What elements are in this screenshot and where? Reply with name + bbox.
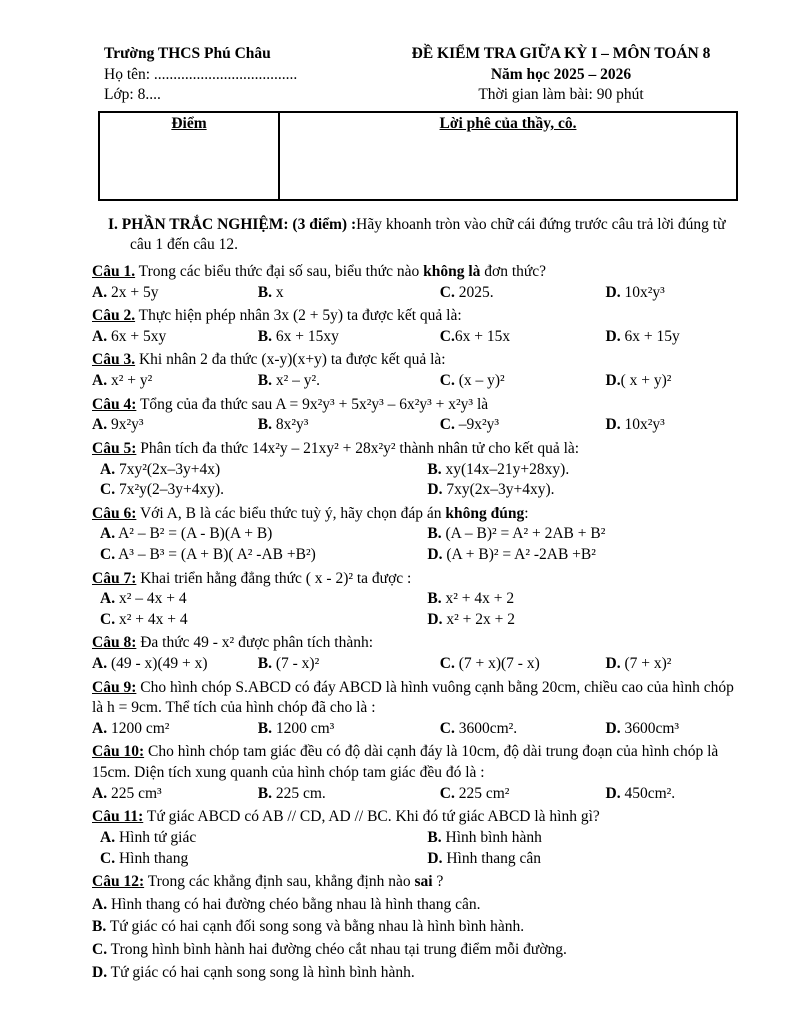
option-label: D. (605, 784, 621, 802)
option-c (440, 784, 606, 805)
question-label: Câu 8: (92, 634, 137, 652)
option-label: C. (100, 610, 116, 628)
option-text: xy(14x–21y+28xy). (441, 460, 570, 478)
option-a (92, 327, 258, 348)
question-text-segment: Thực hiện phép nhân 3x (2 + 5y) ta được kết quả là: (135, 307, 462, 325)
option-label: C. (439, 372, 455, 390)
option-label: C. (439, 416, 455, 434)
option-text: 7xy(2x–3y+4xy). (442, 481, 555, 499)
teacher-remark-cell (279, 112, 737, 200)
option-text: A² – B² = (A - B)(A + B) (115, 525, 273, 543)
question-label: Câu 11: (92, 808, 144, 826)
options (92, 719, 742, 740)
option-a (92, 719, 258, 740)
option-d (606, 415, 743, 436)
option-d (606, 654, 743, 675)
option-label: B. (92, 918, 107, 936)
option-label: C. (100, 849, 116, 867)
option-text: Hình thang có hai đường chéo bằng nhau là hình thang cân. (107, 895, 481, 913)
option-text: 1200 cm² (107, 719, 170, 737)
option-c (100, 849, 427, 870)
question-block (92, 350, 742, 391)
option-c (440, 371, 606, 392)
option-d (606, 327, 743, 348)
question-text-segment: Khi nhân 2 đa thức (x-y)(x+y) ta được kết quả là: (135, 351, 446, 369)
option-d (427, 545, 742, 566)
option-d (427, 610, 742, 631)
question-text-segment: không là (423, 263, 481, 281)
option-label: B. (427, 590, 442, 608)
option-label: A. (92, 719, 108, 737)
option-label: D. (605, 327, 621, 345)
option-text: x² + 4x + 2 (441, 590, 515, 608)
option-b (258, 784, 440, 805)
option-c (92, 940, 742, 961)
option-text: (A + B)² = A² -2AB +B² (442, 545, 596, 563)
option-text: x² + y² (107, 372, 153, 390)
option-label: B. (427, 460, 442, 478)
option-text: (7 - x)² (271, 655, 320, 673)
question-label: Câu 10: (92, 743, 145, 761)
question-text (92, 395, 742, 416)
section-title: I. PHẦN TRẮC NGHIỆM: (3 điểm) : (108, 215, 357, 233)
question-text (92, 872, 742, 893)
question-text (92, 742, 742, 783)
question-block (92, 633, 742, 674)
option-c (440, 654, 606, 675)
question-label: Câu 1. (92, 263, 136, 281)
student-name-line: Họ tên: ..................................... (104, 65, 298, 83)
option-label: B. (427, 828, 442, 846)
option-label: A. (92, 327, 108, 345)
option-text: x² + 4x + 4 (115, 610, 188, 628)
option-d (606, 719, 743, 740)
option-b (427, 460, 742, 481)
option-d (606, 371, 743, 392)
option-text: 225 cm. (271, 784, 326, 802)
option-a (92, 654, 258, 675)
question-text-segment: Khai triển hằng đẳng thức ( x - 2)² ta được : (136, 569, 412, 587)
option-text: 3600cm². (454, 719, 518, 737)
option-text: 9x²y³ (107, 416, 144, 434)
option-a (92, 371, 258, 392)
question-text-segment: Tứ giác ABCD có AB // CD, AD // BC. Khi đó tứ giác ABCD là hình gì? (143, 808, 600, 826)
question-block (92, 439, 742, 501)
option-text: 2x + 5y (107, 283, 159, 301)
option-label: C. (439, 283, 455, 301)
option-label: C. (439, 655, 455, 673)
option-d (427, 849, 742, 870)
score-table-row (99, 112, 737, 200)
option-label: A. (92, 895, 108, 913)
option-d (427, 480, 742, 501)
option-text: –9x²y³ (454, 416, 499, 434)
option-label: C. (100, 545, 116, 563)
option-label: A. (92, 784, 108, 802)
question-label: Câu 9: (92, 678, 137, 696)
school-name: Trường THCS Phú Châu (104, 45, 271, 62)
question-block (92, 742, 742, 804)
option-text: x² + 2x + 2 (442, 610, 515, 628)
question-text (92, 633, 742, 654)
option-d (606, 784, 743, 805)
section-instructions: Hãy khoanh tròn vào chữ cái đứng trước câu trả lời đúng từ câu 1 đến câu 12. (130, 215, 726, 254)
option-label: C. (92, 940, 108, 958)
option-label: A. (92, 372, 108, 390)
option-text: 225 cm³ (107, 784, 162, 802)
option-label: B. (257, 327, 272, 345)
option-label: D. (427, 849, 443, 867)
option-label: A. (92, 283, 108, 301)
option-c (100, 545, 427, 566)
question-text-segment: : (524, 504, 529, 522)
document-header (92, 44, 742, 106)
options (92, 327, 742, 348)
option-text: 1200 cm³ (271, 719, 335, 737)
question-label: Câu 4: (92, 395, 137, 413)
question-block (92, 504, 742, 566)
option-d (606, 283, 743, 304)
option-label: C. (439, 327, 455, 345)
option-b (427, 589, 742, 610)
option-label: C. (439, 784, 455, 802)
option-c (100, 610, 427, 631)
section-heading (92, 215, 742, 256)
question-text-segment: đơn thức? (480, 263, 547, 281)
option-c (440, 415, 606, 436)
question-label: Câu 12: (92, 873, 145, 891)
question-block (92, 262, 742, 303)
option-label: D. (427, 610, 443, 628)
option-text: A³ – B³ = (A + B)( A² -AB +B²) (115, 545, 316, 563)
option-label: A. (100, 828, 116, 846)
options (92, 895, 742, 983)
question-label: Câu 6: (92, 504, 137, 522)
option-label: D. (605, 283, 621, 301)
option-b (258, 327, 440, 348)
exam-title-block (380, 44, 742, 106)
options (92, 371, 742, 392)
option-text: 7x²y(2–3y+4xy). (115, 481, 225, 499)
option-text: Trong hình bình hành hai đường chéo cắt nhau tại trung điểm mỗi đường. (107, 940, 567, 958)
option-label: B. (257, 784, 272, 802)
option-text: Hình thang cân (442, 849, 542, 867)
option-label: B. (427, 525, 442, 543)
option-label: D. (92, 963, 108, 981)
option-text: (7 + x)² (620, 655, 672, 673)
question-text-segment: Đa thức 49 - x² được phân tích thành: (136, 634, 374, 652)
option-c (440, 719, 606, 740)
question-block (92, 395, 742, 436)
option-text: 6x + 5xy (107, 327, 167, 345)
question-text-segment: Tổng của đa thức sau A = 9x²y³ + 5x²y³ – 6x²y³ + x²y³ là (136, 395, 489, 413)
option-label: D. (605, 372, 621, 390)
option-label: B. (257, 719, 272, 737)
option-label: A. (100, 460, 116, 478)
option-a (92, 415, 258, 436)
option-a (92, 895, 742, 916)
options (92, 784, 742, 805)
question-text (92, 306, 742, 327)
remark-header: Lời phê của thầy, cô. (439, 114, 577, 132)
option-text: 6x + 15xy (271, 327, 339, 345)
option-b (258, 371, 440, 392)
school-info-block (92, 44, 380, 106)
option-label: C. (100, 481, 116, 499)
option-c (100, 480, 427, 501)
option-text: (x – y)² (454, 372, 505, 390)
option-a (100, 524, 427, 545)
option-text: Hình bình hành (441, 828, 542, 846)
question-block (92, 872, 742, 983)
option-b (92, 917, 742, 938)
option-label: B. (257, 416, 272, 434)
option-label: D. (427, 481, 443, 499)
option-text: 450cm². (620, 784, 676, 802)
question-text-segment: Với A, B là các biểu thức tuỳ ý, hãy chọn đáp án (136, 504, 446, 522)
options (92, 415, 742, 436)
option-label: B. (257, 283, 272, 301)
score-table (98, 111, 738, 201)
question-block (92, 678, 742, 740)
question-block (92, 569, 742, 631)
option-text: 6x + 15x (454, 327, 511, 345)
question-text-segment: Trong các khẳng định sau, khẳng định nào (144, 873, 415, 891)
question-block (92, 807, 742, 869)
option-a (92, 784, 258, 805)
option-text: 8x²y³ (271, 416, 309, 434)
option-c (440, 283, 606, 304)
option-a (100, 589, 427, 610)
score-cell (99, 112, 279, 200)
options (92, 654, 742, 675)
score-header: Điểm (171, 114, 207, 132)
option-text: Tứ giác có hai cạnh song song là hình bình hành. (107, 963, 415, 981)
option-label: B. (257, 372, 272, 390)
question-text-segment: Phân tích đa thức 14x²y – 21xy² + 28x²y² thành nhân tử cho kết quả là: (136, 439, 580, 457)
question-block (92, 306, 742, 347)
option-label: D. (427, 545, 443, 563)
question-label: Câu 7: (92, 569, 137, 587)
option-text: 7xy²(2x–3y+4x) (115, 460, 221, 478)
question-text-segment: ? (432, 873, 444, 891)
question-text-segment: không đúng (445, 504, 525, 522)
option-label: D. (605, 416, 621, 434)
option-label: D. (605, 719, 621, 737)
option-text: 2025. (454, 283, 494, 301)
option-a (92, 283, 258, 304)
option-label: A. (92, 655, 108, 673)
options (92, 283, 742, 304)
question-text (92, 678, 742, 719)
option-text: (A – B)² = A² + 2AB + B² (441, 525, 606, 543)
option-label: C. (439, 719, 455, 737)
option-text: 6x + 15y (620, 327, 680, 345)
option-text: 225 cm² (454, 784, 510, 802)
options (92, 589, 742, 630)
options (92, 524, 742, 565)
option-a (100, 828, 427, 849)
option-text: 3600cm³ (620, 719, 680, 737)
option-label: A. (100, 590, 116, 608)
option-text: x² – 4x + 4 (115, 590, 187, 608)
question-text (92, 350, 742, 371)
option-label: B. (257, 655, 272, 673)
question-label: Câu 5: (92, 439, 137, 457)
class-line: Lớp: 8.... (104, 86, 161, 104)
question-label: Câu 3. (92, 351, 136, 369)
option-text: x (271, 283, 284, 301)
option-b (258, 719, 440, 740)
option-text: 10x²y³ (620, 283, 665, 301)
question-text (92, 439, 742, 460)
option-text: 10x²y³ (620, 416, 665, 434)
option-label: A. (100, 525, 116, 543)
option-text: Hình tứ giác (115, 828, 197, 846)
option-text: x² – y². (271, 372, 321, 390)
exam-title: ĐỀ KIỂM TRA GIỮA KỲ I – MÔN TOÁN 8 (411, 45, 711, 62)
question-text (92, 807, 742, 828)
question-text-segment: Cho hình chóp tam giác đều có độ dài cạnh đáy là 10cm, độ dài trung đoạn của hình chóp là 15cm. Diện tích xung quanh của hình chóp tam giác đều đó là : (92, 743, 719, 782)
option-b (427, 524, 742, 545)
option-label: A. (92, 416, 108, 434)
exam-duration: Thời gian làm bài: 90 phút (478, 86, 644, 104)
options (92, 460, 742, 501)
option-text: (49 - x)(49 + x) (107, 655, 208, 673)
options (92, 828, 742, 869)
questions-list (92, 262, 742, 983)
option-text: ( x + y)² (620, 372, 672, 390)
option-text: Tứ giác có hai cạnh đối song song và bằng nhau là hình bình hành. (106, 918, 525, 936)
question-text-segment: sai (414, 873, 433, 891)
option-b (258, 654, 440, 675)
option-b (427, 828, 742, 849)
question-text-segment: Cho hình chóp S.ABCD có đáy ABCD là hình vuông cạnh bằng 20cm, chiều cao của hình chóp là h = 9cm. Thể tích của hình chóp đã cho là : (92, 678, 734, 717)
option-b (258, 283, 440, 304)
option-a (100, 460, 427, 481)
question-text (92, 504, 742, 525)
option-text: Hình thang (115, 849, 189, 867)
question-label: Câu 2. (92, 307, 136, 325)
school-year: Năm học 2025 – 2026 (490, 65, 632, 83)
question-text (92, 262, 742, 283)
option-b (258, 415, 440, 436)
question-text (92, 569, 742, 590)
option-text: (7 + x)(7 - x) (454, 655, 540, 673)
option-c (440, 327, 606, 348)
option-label: D. (605, 655, 621, 673)
question-text-segment: Trong các biểu thức đại số sau, biểu thức nào (135, 263, 424, 281)
option-d (92, 963, 742, 984)
